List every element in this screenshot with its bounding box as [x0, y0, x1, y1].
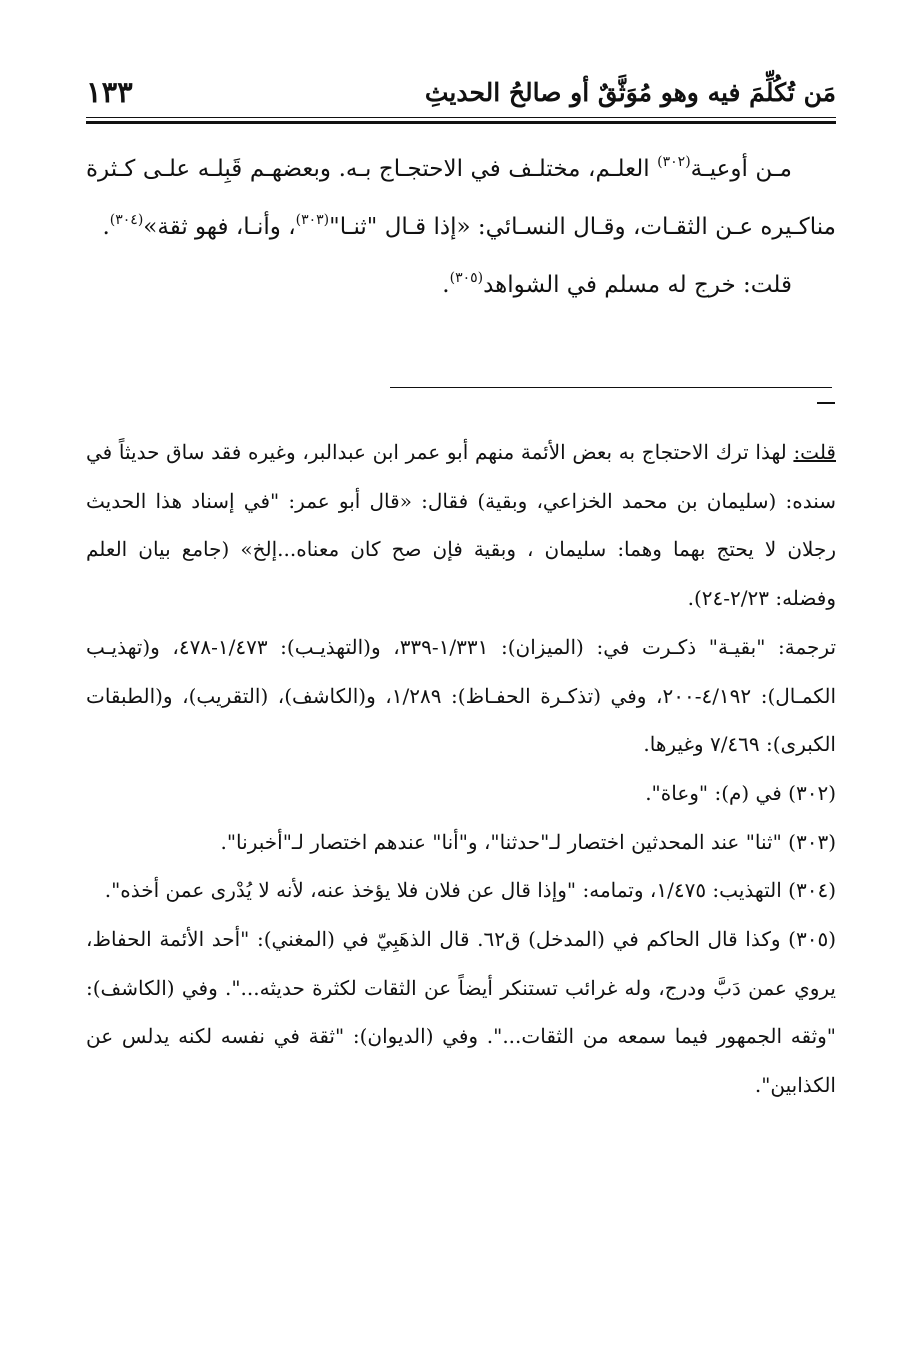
running-title: مَن تُكُلِّمَ فيه وهو مُوَثَّقٌ أو صالحُ الحديثِ — [424, 77, 836, 107]
note-label: قلت: — [793, 440, 836, 464]
footnote-continuation: قلت: لهذا ترك الاحتجاج به بعض الأئمة منهم أبو عمر ابن عبدالبر، وغيره فقد ساق حديثاً في سنده: (سليمان بن محمد الخزاعي، وبقية) فقال: «قال أبو عمر: "في إسناد هذا الحديث رجلان لا يحتج بهما وهما: سليمان ، وبقية فإن صح كان معناه...إلخ» (جامع بيان العلم وفضله: ٢/٢٣-٢٤). — [86, 440, 836, 611]
footnote-ref-305[interactable]: (٣٠٥) — [449, 270, 484, 286]
footnote-separator — [390, 387, 832, 388]
header-rule-thick — [86, 121, 836, 124]
main-text — [86, 140, 836, 314]
page-number: ١٣٣ — [86, 75, 133, 109]
footnote-ref-303[interactable]: (٣٠٣) — [295, 212, 330, 228]
footnote-303: (٣٠٣) "ثنا" عند المحدثين اختصار لـ"حدثنا"، و"أنا" عندهم اختصار لـ"أخبرنا". — [220, 829, 836, 854]
footnotes — [86, 428, 836, 1110]
footnote-305: (٣٠٥) وكذا قال الحاكم في (المدخل) ق٦٢. قال الذهَبِيّ في (المغني): "أحد الأئمة الحفاظ، يروي عمن دَبَّ ودرج، وله غرائب تستنكر أيضاً عن الثقات لكثرة حديثه...". وفي (الكاشف): "وثقه الجمهور فيما سمعه من الثقات...". وفي (الديوان): "ثقة في نفسه لكنه يدلس عن الكذابين". — [86, 927, 836, 1098]
footnote-ref-302[interactable]: (٣٠٢) — [657, 154, 691, 170]
main-paragraph-2: قلت: خرج له مسلم في الشواهد$^{(٣٠٥)}$. — [442, 270, 792, 298]
main-paragraph-1: مـن أوعيـة$^{(٣٠٢)}$ العلـم، مختلـف في الاحتجـاج بـه. وبعضهـم قَبِلـه علـى كـثرة مناكـيره عـن الثقـات، وقـال النسـائي: «إذا قـال "ثنـا"$^{(٣٠٣)}$، وأنـا، فهو ثقة»$^{(٣٠٤)}$. — [86, 154, 836, 240]
footnote-304: (٣٠٤) التهذيب: ١/٤٧٥، وتمامه: "وإذا قال عن فلان فلا يؤخذ عنه، لأنه لا يُدْرى عمن أخذه". — [104, 878, 836, 903]
footnote-302: (٣٠٢) في (م): "وعاة". — [645, 780, 836, 805]
header-rule-thin — [86, 117, 836, 118]
continuation-mark — [817, 402, 835, 408]
footnote-biography: ترجمة: "بقيـة" ذكـرت في: (الميزان): ١/٣٣١-٣٣٩، و(التهذيـب): ١/٤٧٣-٤٧٨، و(تهذيـب الكمـال): ٤/١٩٢-٢٠٠، وفي (تذكـرة الحفـاظ): ١/٢٨٩، و(الكاشف)، (التقريب)، و(الطبقات الكبرى): ٧/٤٦٩ وغيرها. — [86, 634, 837, 757]
footnote-ref-304[interactable]: (٣٠٤) — [109, 212, 144, 228]
page-header — [86, 72, 836, 112]
